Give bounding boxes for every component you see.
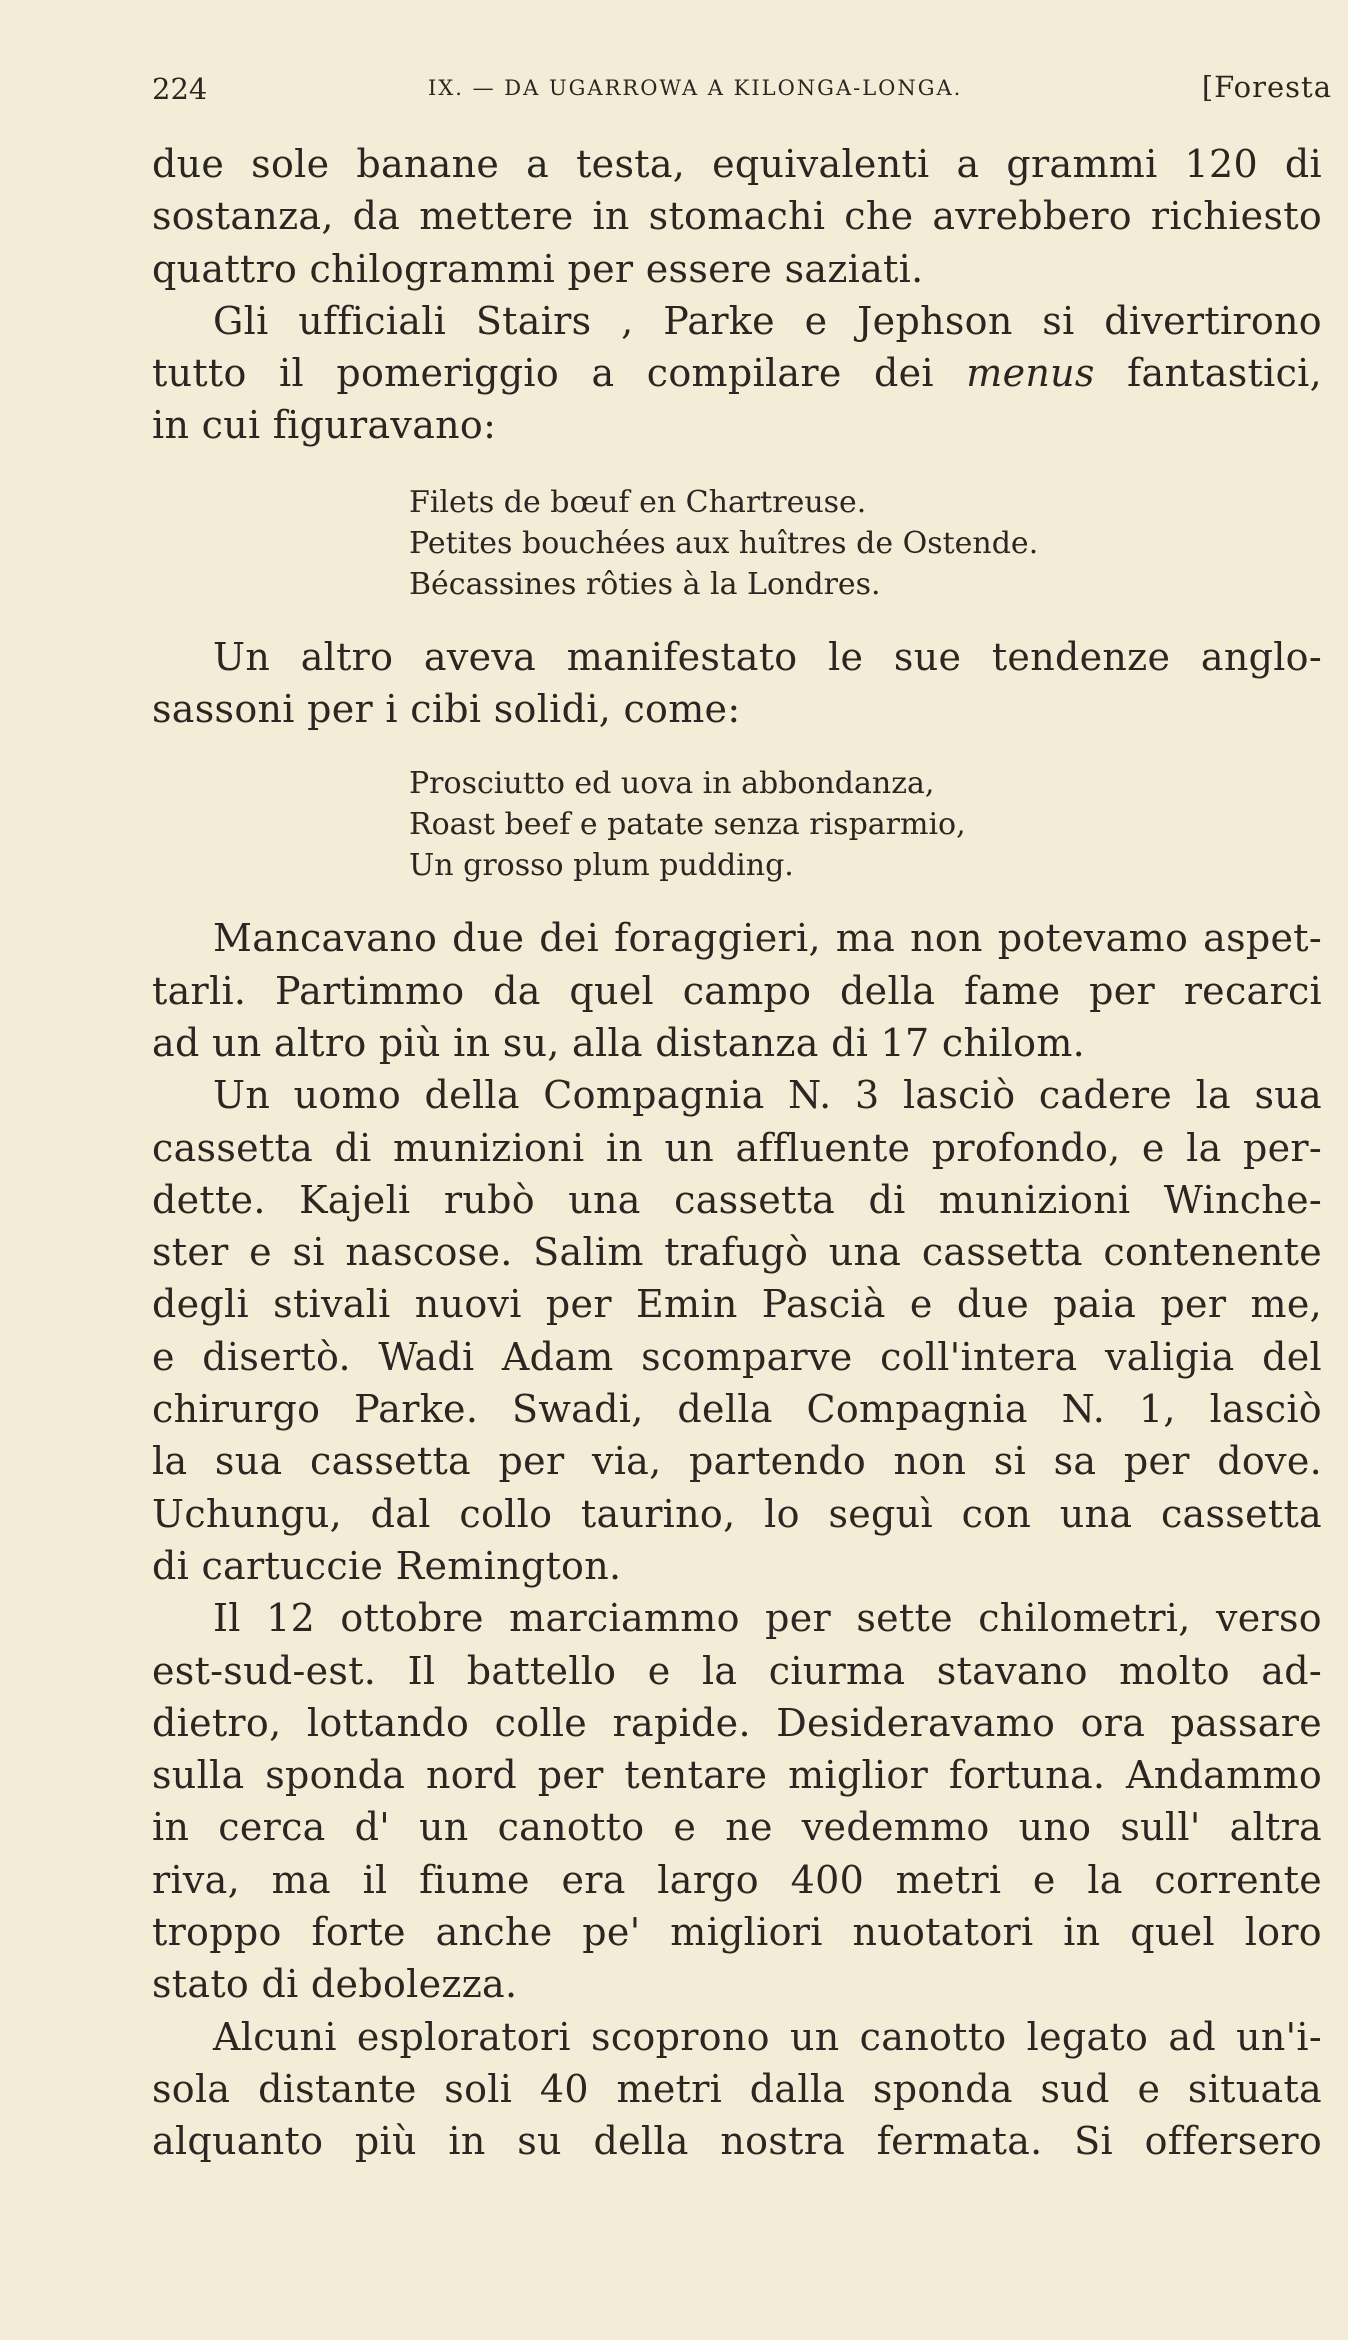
text-line: Uchungu, dal collo taurino, lo seguì con una cassetta: [152, 1491, 1322, 1536]
menu-item: Un grosso plum pudding.: [409, 848, 794, 884]
paragraph: [152, 2011, 1322, 2168]
running-title: IX. — DA UGARROWA A KILONGA-LONGA.: [428, 76, 963, 100]
menu-list: [409, 763, 1322, 886]
text-line: e disertò. Wadi Adam scomparve coll'intera valigia del: [152, 1334, 1322, 1379]
menu-list: [409, 482, 1322, 605]
text-line: sostanza, da mettere in stomachi che avrebbero richiesto: [152, 194, 1322, 239]
paragraph: [152, 295, 1322, 452]
text-line: tarli. Partimmo da quel campo della fame per recarci: [152, 968, 1322, 1013]
paragraph: [152, 631, 1322, 736]
text-line: sulla sponda nord per tentare miglior fortuna. Andammo: [152, 1753, 1322, 1798]
text-line: Un altro aveva manifestato le sue tendenze anglo-: [213, 634, 1322, 679]
text-line: sola distante soli 40 metri dalla sponda sud e situata: [152, 2066, 1322, 2111]
text-line: troppo forte anche pe' migliori nuotatori in quel loro: [152, 1910, 1322, 1955]
text-line: degli stivali nuovi per Emin Pascià e due paia per me,: [152, 1282, 1322, 1327]
menu-item: Petites bouchées aux huîtres de Ostende.: [409, 525, 1039, 561]
text-line: Alcuni esploratori scoprono un canotto legato ad un'i-: [213, 2014, 1322, 2059]
text-line: due sole banane a testa, equivalenti a grammi 120 di: [152, 142, 1322, 186]
text-line: ster e si nascose. Salim trafugò una cassetta contenente: [152, 1230, 1322, 1275]
text-line: Gli ufficiali Stairs , Parke e Jephson si divertirono: [213, 298, 1322, 343]
text-line: chirurgo Parke. Swadi, della Compagnia N. 1, lasciò: [152, 1387, 1322, 1432]
text-span: fantastici,: [1094, 351, 1322, 396]
menu-item: Filets de bœuf en Chartreuse.: [409, 484, 867, 520]
text-line: riva, ma il fiume era largo 400 metri e la corrente: [152, 1857, 1322, 1902]
text-line: sassoni per i cibi solidi, come:: [152, 687, 741, 732]
section-mark: [Foresta: [1201, 70, 1332, 104]
menu-item: Prosciutto ed uova in abbondanza,: [409, 766, 935, 802]
text-line: di cartuccie Remington.: [152, 1543, 622, 1588]
text-line: ad un altro più in su, alla distanza di 17 chilom.: [152, 1020, 1086, 1065]
paragraph: [152, 1069, 1322, 1592]
text-line: cassetta di munizioni in un affluente profondo, e la per-: [152, 1125, 1322, 1170]
text-line: Un uomo della Compagnia N. 3 lasciò cadere la sua: [213, 1073, 1322, 1118]
text-line: est-sud-est. Il battello e la ciurma stavano molto ad-: [152, 1648, 1322, 1693]
italic-word: menus: [966, 351, 1095, 396]
text-span: tutto il pomeriggio a compilare dei: [152, 351, 967, 396]
text-line: in cui figuravano:: [152, 403, 497, 448]
text-line: [152, 347, 1322, 399]
text-line: la sua cassetta per via, partendo non si sa per dove.: [152, 1439, 1322, 1484]
text-line: quattro chilogrammi per essere saziati.: [152, 246, 924, 291]
text-line: in cerca d' un canotto e ne vedemmo uno sull' altra: [152, 1805, 1322, 1850]
page-body: [152, 138, 1322, 2168]
paragraph: [152, 1592, 1322, 2010]
paragraph: [152, 138, 1322, 295]
page-header: [152, 66, 1332, 106]
text-line: stato di debolezza.: [152, 1962, 518, 2007]
menu-item: Roast beef e patate senza risparmio,: [409, 807, 966, 843]
text-line: dietro, lottando colle rapide. Desideravamo ora passare: [152, 1700, 1322, 1745]
text-line: Mancavano due dei foraggieri, ma non potevamo aspet-: [213, 916, 1322, 961]
paragraph: [152, 912, 1322, 1069]
text-line: alquanto più in su della nostra fermata. Si offersero: [152, 2119, 1322, 2164]
page-number: 224: [152, 72, 208, 106]
text-line: Il 12 ottobre marciammo per sette chilometri, verso: [213, 1596, 1322, 1641]
menu-item: Bécassines rôties à la Londres.: [409, 566, 881, 602]
text-line: dette. Kajeli rubò una cassetta di munizioni Winche-: [152, 1177, 1322, 1222]
